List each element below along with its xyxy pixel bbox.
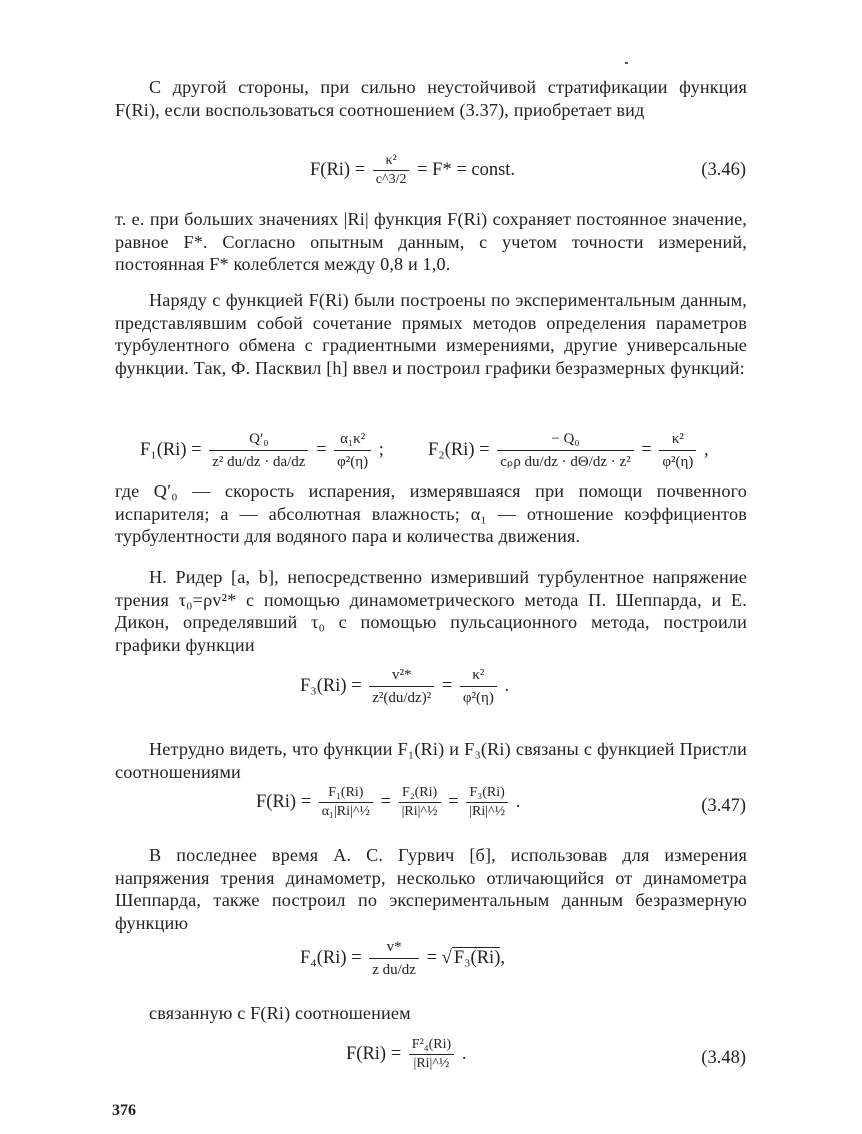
fraction (460, 664, 497, 709)
punctuation: . (515, 791, 521, 812)
fraction-denominator: |Ri|^½ (413, 1056, 450, 1071)
equation-number: (3.46) (701, 160, 746, 180)
fraction (209, 428, 308, 473)
eq-rhs: = F* = const. (417, 159, 516, 180)
fraction-numerator: F₃(Ri) (466, 784, 508, 803)
fraction-denominator: c^3/2 (375, 172, 407, 187)
fraction-numerator: v* (369, 936, 419, 959)
fraction-numerator: v²* (369, 664, 434, 687)
paragraph-7: В последнее время А. С. Гурвич [б], использовав для измерения напряжения трения динамометр, несколько отличающийся от динамометра Шеппарда, также построил по экспериментальным данным безразмерную функцию (115, 845, 747, 933)
fraction (369, 936, 419, 981)
fraction (659, 428, 696, 473)
punctuation: . (461, 1043, 467, 1064)
equals-sign: = (448, 791, 459, 812)
fraction-numerator: F₁(Ri) (319, 784, 373, 803)
fraction-denominator: |Ri|^½ (469, 804, 506, 819)
fraction (466, 784, 508, 821)
fraction-numerator: κ² (659, 428, 696, 451)
eq-lhs: F₃(Ri) = (300, 675, 362, 696)
paragraph-6: Нетрудно видеть, что функции F₁(Ri) и F₃(Ri) связаны с функцией Пристли соотношениями (115, 739, 747, 782)
eq-lhs: F₁(Ri) = (140, 439, 202, 460)
eq-lhs: F(Ri) = (346, 1043, 402, 1064)
equation-f2 (428, 428, 709, 473)
sqrt-sign: √ (441, 947, 452, 968)
eq-lhs: F₄(Ri) = (300, 947, 362, 968)
equation-3-46 (310, 152, 515, 189)
equation-number: (3.47) (701, 796, 746, 816)
paragraph-1: С другой стороны, при сильно неустойчивой стратификации функция F(Ri), если воспользоваться соотношением (3.37), приобретает вид (115, 77, 747, 120)
equals-sign: = (426, 947, 438, 968)
paragraph-3: Наряду с функцией F(Ri) были построены по экспериментальным данным, представлявшим собой сочетание прямых методов определения параметров турбулентного обмена с градиентными измерениями, другие универсальные функции. Так, Ф. Пасквил [h] ввел и построил графики безразмерных функций: (115, 290, 747, 378)
paragraph-5: Н. Ридер [a, b], непосредственно измеривший турбулентное напряжение трения τ₀=ρv²* с помощью динамометрического метода П. Шеппарда, и Е. Дикон, определявший τ₀ с помощью пульсационного метода, построили графики функции (115, 567, 747, 655)
eq-lhs: F(Ri) = (256, 791, 312, 812)
fraction-numerator: α₁κ² (334, 428, 371, 451)
equals-sign: = (316, 439, 327, 460)
punctuation: , (500, 947, 505, 968)
equation-f4 (300, 936, 505, 981)
fraction-denominator: α₁|Ri|^½ (321, 804, 370, 819)
fraction-denominator: z du/dz (372, 962, 416, 978)
fraction-numerator: − Q₀ (497, 428, 633, 451)
fraction-denominator: cₚρ du/dz · dΘ/dz · z² (500, 454, 631, 470)
equation-3-47 (256, 784, 520, 821)
fraction (409, 1036, 454, 1073)
fraction-denominator: z² du/dz · da/dz (212, 454, 306, 470)
equation-f3 (300, 664, 509, 709)
paragraph-2: т. е. при больших значениях |Ri| функция F(Ri) сохраняет постоянное значение, равное F*. Согласно опытным данным, с учетом точности измерений, постоянная F* колеблется между 0,8 и 1,0. (115, 209, 747, 275)
punctuation: . (504, 675, 510, 696)
fraction (369, 664, 434, 709)
equation-number: (3.48) (701, 1048, 746, 1068)
fraction-denominator: φ²(η) (462, 690, 494, 706)
fraction-numerator: F₂(Ri) (399, 784, 441, 803)
equation-3-48 (346, 1036, 466, 1073)
fraction-denominator: |Ri|^½ (401, 804, 438, 819)
paragraph-4: где Q′₀ — скорость испарения, измерявшаяся при помощи почвенного испарителя; a — абсолютная влажность; α₁ — отношение коэффициентов турбулентности для водяного пара и количества движения. (115, 481, 747, 547)
fraction-denominator: φ²(η) (337, 454, 369, 470)
sqrt-radicand: F₃(Ri) (453, 947, 501, 968)
fraction-numerator: κ² (373, 152, 410, 171)
eq-lhs: F₂(Ri) = (428, 439, 490, 460)
fraction-numerator: Q′₀ (209, 428, 308, 451)
fraction-denominator: z²(du/dz)² (372, 690, 432, 706)
fraction-denominator: φ²(η) (662, 454, 694, 470)
punctuation: , (704, 439, 709, 460)
paragraph-8: связанную с F(Ri) соотношением (149, 1003, 411, 1023)
equals-sign: = (441, 675, 453, 696)
equals-sign: = (380, 791, 391, 812)
equals-sign: = (641, 439, 652, 460)
fraction-numerator: F²₄(Ri) (409, 1036, 454, 1055)
eq-lhs: F(Ri) = (310, 159, 366, 180)
fraction (399, 784, 441, 821)
fraction (373, 152, 410, 189)
punctuation: ; (378, 439, 384, 460)
equation-f1 (140, 428, 384, 473)
fraction (334, 428, 371, 473)
fraction (497, 428, 633, 473)
page-number: 376 (112, 1102, 136, 1119)
fraction-numerator: κ² (460, 664, 497, 687)
fraction (319, 784, 373, 821)
print-speck (625, 62, 628, 64)
